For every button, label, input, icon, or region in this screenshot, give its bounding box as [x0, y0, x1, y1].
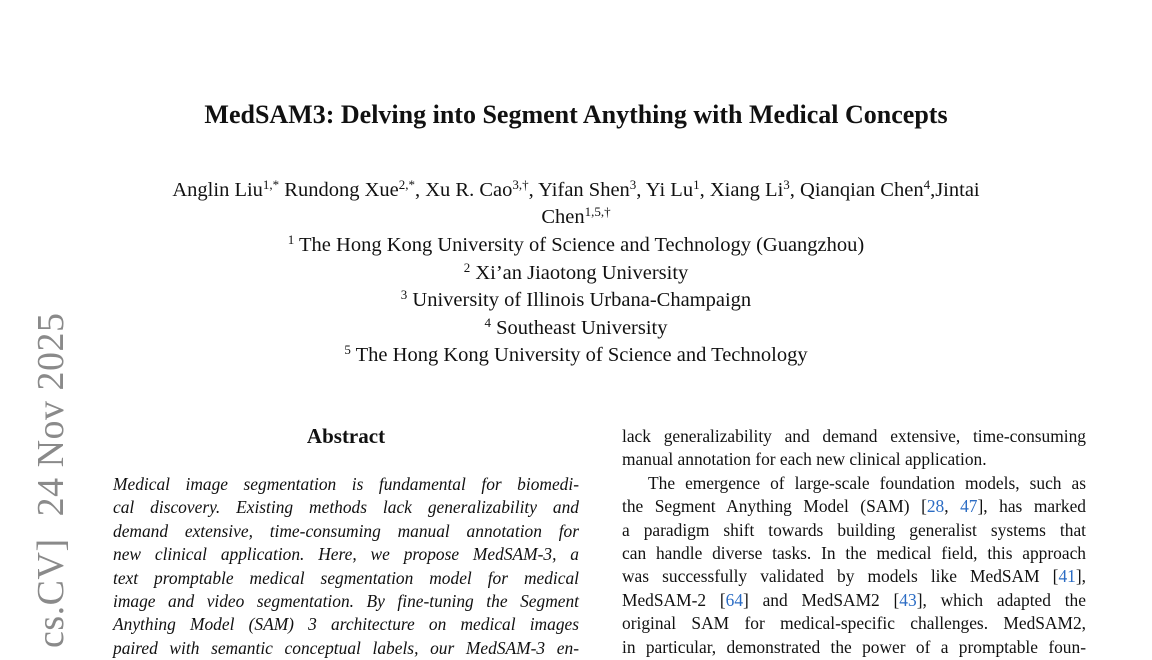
- affiliation: [150, 342, 1002, 370]
- intro-column: [622, 425, 1086, 659]
- body-text: original SAM for medical-specific challenges. MedSAM2,: [622, 613, 1086, 634]
- body-text: The emergence of large-scale foundation models, such as: [648, 472, 1086, 493]
- affiliation: [150, 315, 1002, 343]
- abstract-heading: Abstract: [306, 424, 386, 448]
- abstract-line: demand extensive, time-consuming manual annotation for: [113, 520, 579, 541]
- author-affil-mark: 1,5,†: [584, 204, 611, 219]
- affiliation-name: Xi’an Jiaotong University: [475, 261, 689, 284]
- author: [538, 179, 636, 201]
- body-line: [622, 425, 1086, 448]
- body-text: ,: [944, 496, 961, 517]
- body-line: [622, 519, 1086, 542]
- affiliation-name: University of Illinois Urbana-Champaign: [412, 289, 752, 311]
- affiliation: [150, 287, 1002, 315]
- author-affil-mark: 4: [923, 177, 931, 192]
- affiliation-number: 4: [484, 314, 491, 330]
- citation-link[interactable]: 41: [1058, 566, 1076, 587]
- body-text: manual annotation for each new clinical application.: [622, 449, 987, 470]
- arxiv-category: cs.CV]: [30, 538, 72, 648]
- author: [646, 179, 700, 201]
- author-separator: ,: [699, 179, 710, 201]
- affiliation-number: 1: [287, 232, 295, 247]
- abstract-line: Anything Model (SAM) 3 architecture on medical images: [113, 614, 579, 635]
- body-text: can handle diverse tasks. In the medical field, this approach: [622, 543, 1086, 564]
- author-affil-mark: 2,*: [398, 177, 415, 192]
- body-text: the Segment Anything Model (SAM) [: [622, 496, 927, 517]
- author: [425, 179, 528, 201]
- body-line: [622, 565, 1086, 588]
- author-name: Yi Lu: [645, 179, 694, 201]
- author-name: Xiang Li: [709, 179, 784, 201]
- author-affil-mark: 1,*: [262, 177, 280, 192]
- author: [800, 179, 930, 201]
- paper-title: MedSAM3: Delving into Segment Anything with Medical Concepts: [204, 100, 948, 129]
- author-name: Yifan Shen: [538, 179, 630, 201]
- abstract-line: image and video segmentation. By fine-tuning the Segment: [113, 591, 579, 612]
- author-name: Jintai Chen: [541, 179, 980, 228]
- affiliation-name: The Hong Kong University of Science and Technology: [355, 344, 808, 366]
- author-separator: ,: [528, 179, 539, 201]
- arxiv-date: 24 Nov 2025: [30, 312, 72, 517]
- author-affil-mark: 3,†: [512, 177, 529, 192]
- citation-link[interactable]: 43: [899, 589, 917, 610]
- author-name: Rundong Xue: [284, 179, 399, 201]
- body-line: [622, 542, 1086, 565]
- abstract-line: new clinical application. Here, we propose MedSAM-3, a: [113, 544, 579, 565]
- abstract-line: text promptable medical segmentation model for medical: [113, 567, 579, 588]
- citation-link[interactable]: 64: [725, 589, 744, 610]
- body-text: was successfully validated by models like MedSAM [: [622, 566, 1059, 587]
- body-line: [622, 495, 1086, 518]
- abstract-body: [113, 473, 579, 660]
- body-line: [622, 589, 1086, 612]
- body-text: lack generalizability and demand extensive, time-consuming: [622, 426, 1086, 446]
- body-line: [622, 612, 1086, 635]
- author-affil-mark: 3: [783, 177, 790, 192]
- author-separator: ,: [930, 179, 936, 201]
- abstract-line: cal discovery. Existing methods lack generalizability and: [113, 497, 579, 518]
- body-line: [622, 448, 1086, 471]
- author-affil-mark: 3: [629, 177, 637, 192]
- affiliation-number: 3: [400, 287, 408, 302]
- citation-link[interactable]: 28: [926, 496, 945, 517]
- abstract-line: Medical image segmentation is fundamental for biomedi-: [113, 474, 579, 494]
- body-line: [622, 636, 1086, 659]
- affiliation-name: Southeast University: [496, 316, 668, 339]
- affiliation-list: [150, 232, 1002, 370]
- author-affil-mark: 1: [693, 177, 700, 192]
- author-list: [150, 177, 1002, 231]
- affiliation: [150, 232, 1002, 260]
- author-separator: ,: [789, 179, 801, 201]
- body-text: ],: [1075, 566, 1086, 587]
- affiliation-name: The Hong Kong University of Science and Technology (Guangzhou): [299, 234, 865, 256]
- body-line: [622, 472, 1086, 495]
- affiliation: [150, 260, 1002, 288]
- author-separator: ,: [636, 179, 646, 201]
- body-text: a paradigm shift towards building generalist systems that: [622, 519, 1086, 540]
- body-text: MedSAM-2 [: [622, 589, 726, 610]
- citation-link[interactable]: 47: [960, 496, 978, 517]
- author-name: Qianqian Chen: [800, 179, 924, 201]
- author: [710, 179, 790, 201]
- author: [284, 179, 415, 201]
- author-name: Anglin Liu: [172, 179, 263, 201]
- body-text: ], which adapted the: [916, 589, 1086, 610]
- author: [172, 179, 279, 201]
- author-separator: ,: [415, 179, 426, 201]
- arxiv-side-stamp: [30, 312, 72, 648]
- abstract-line: paired with semantic conceptual labels, our MedSAM-3 en-: [113, 637, 579, 658]
- affiliation-number: 2: [463, 259, 471, 275]
- body-text: in particular, demonstrated the power of a promptable foun-: [622, 636, 1086, 657]
- body-text: ] and MedSAM2 [: [743, 589, 900, 610]
- author-name: Xu R. Cao: [425, 179, 513, 201]
- affiliation-number: 5: [344, 342, 351, 357]
- body-text: ], has marked: [977, 496, 1086, 517]
